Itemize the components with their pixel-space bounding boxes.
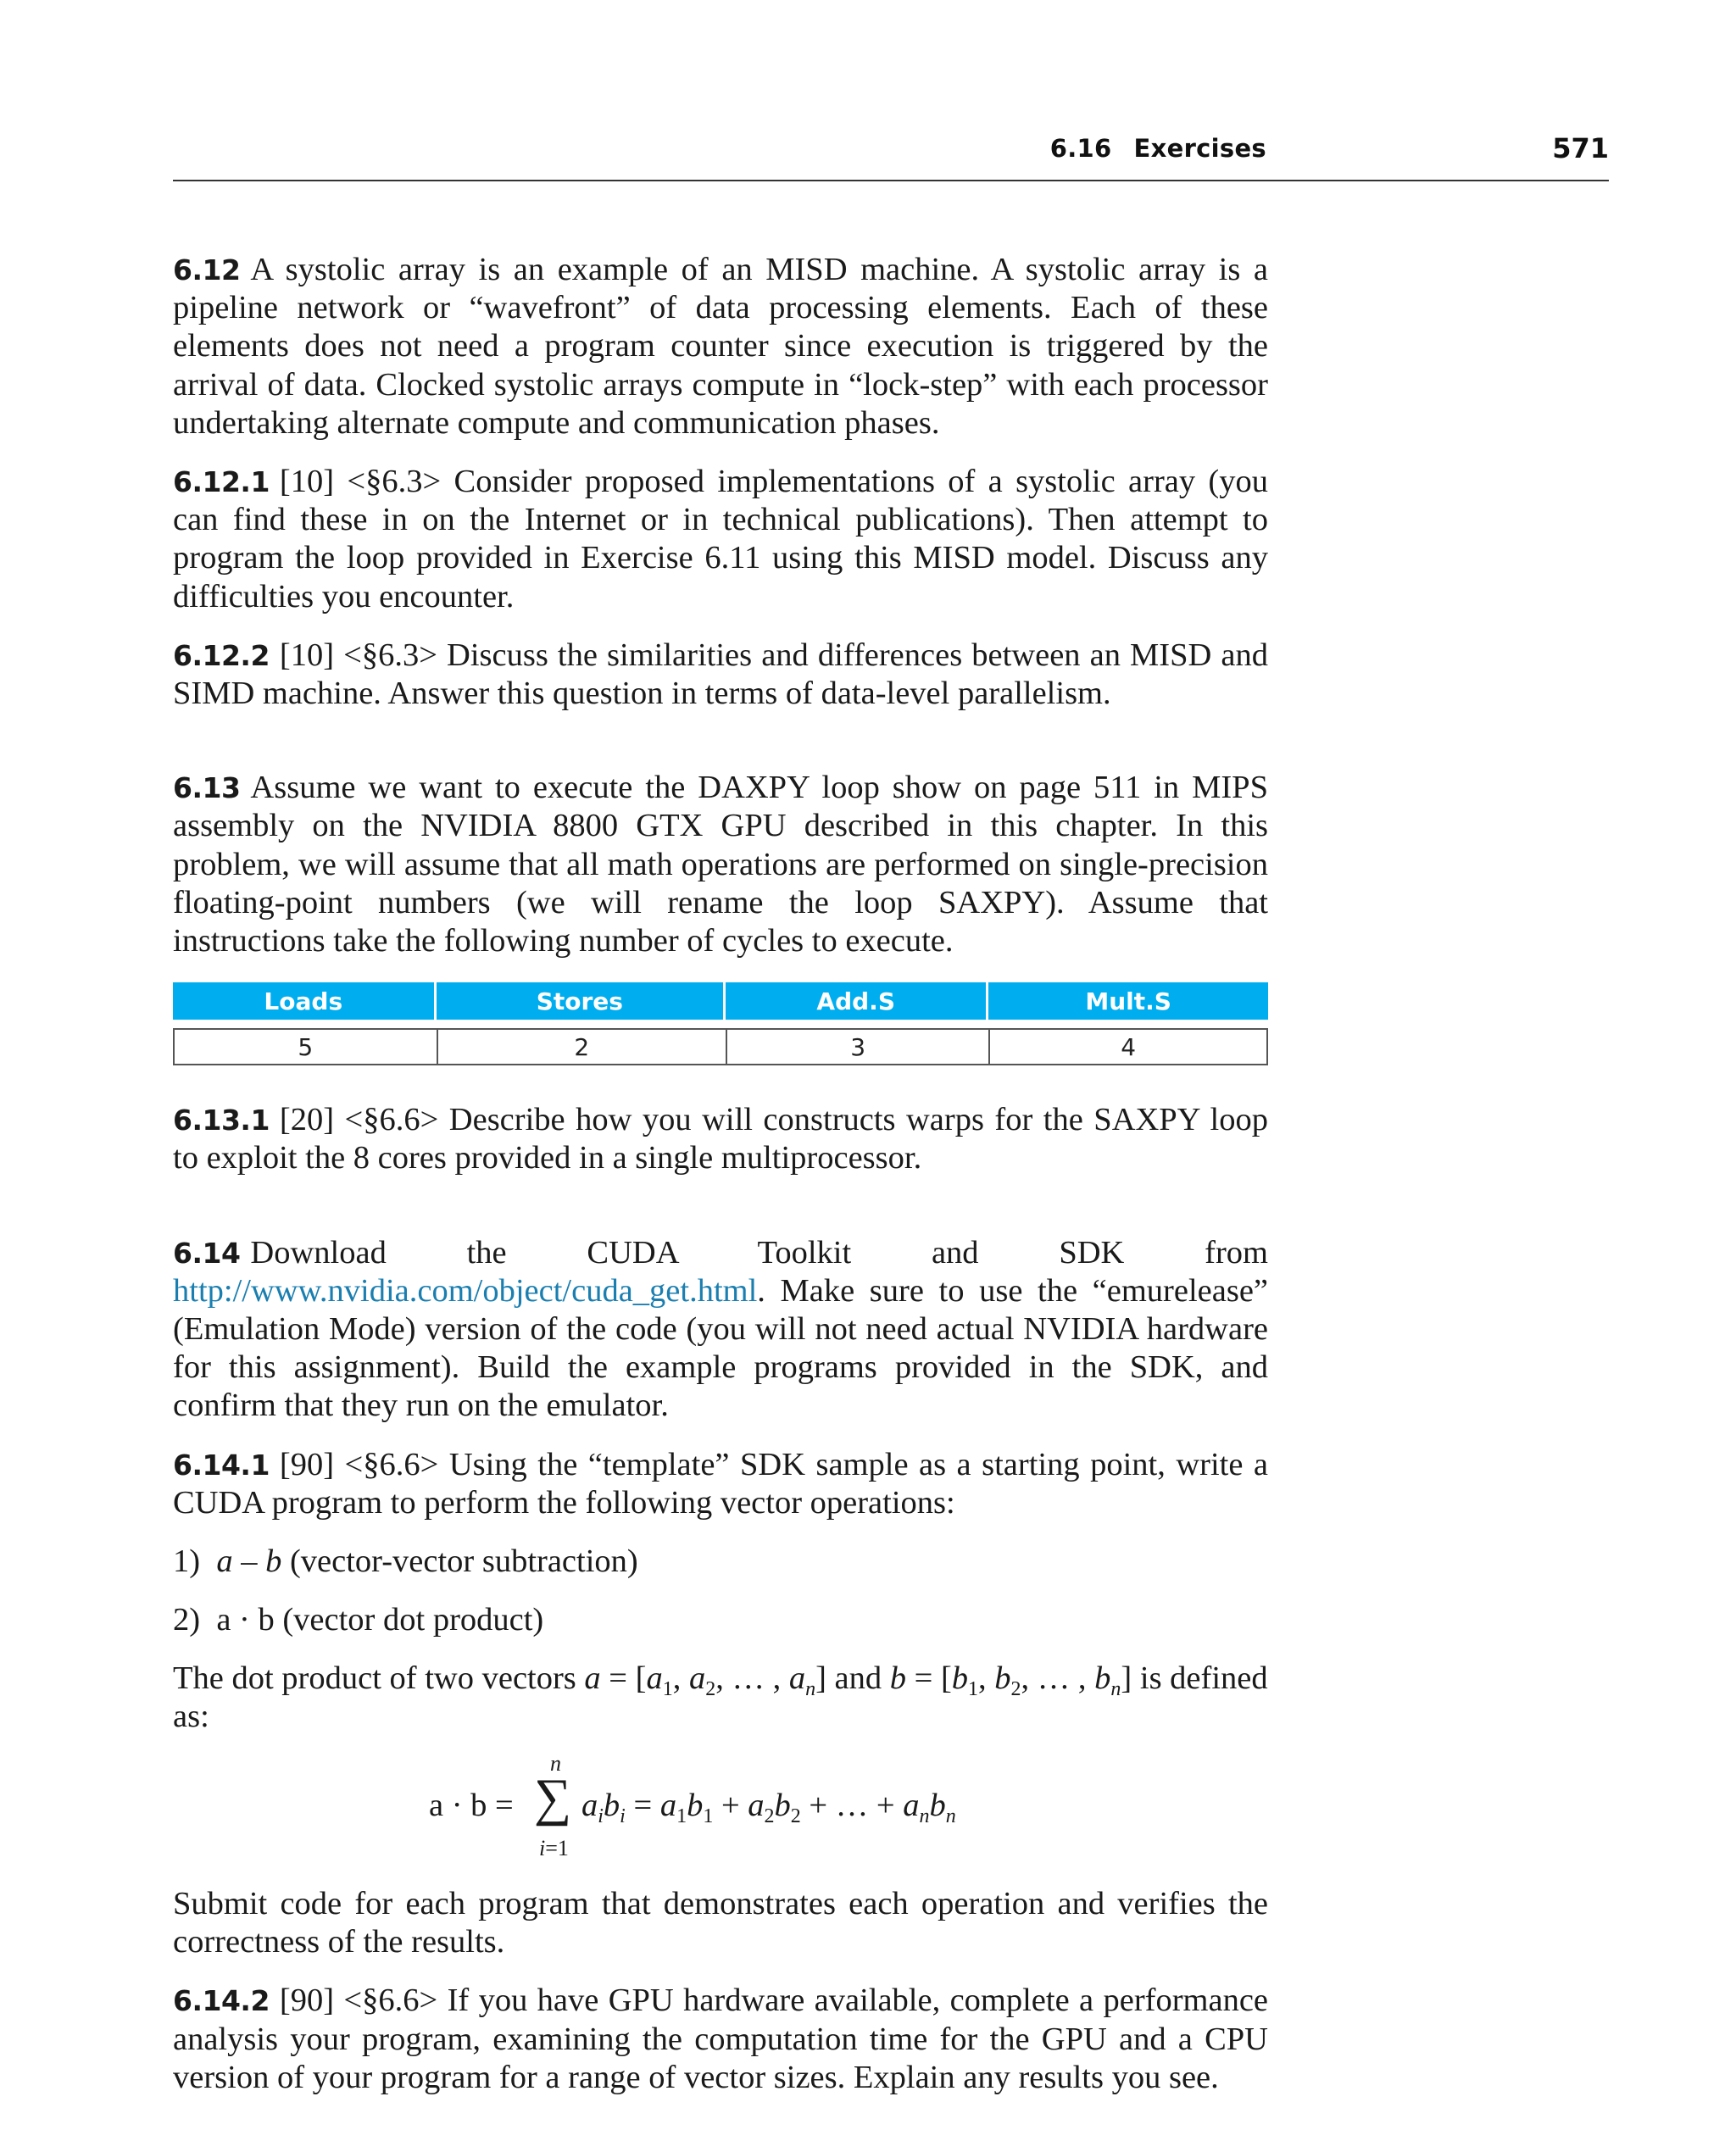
exercise-6-12-1 [173, 463, 1268, 616]
exercise-6-14-2 [173, 1982, 1268, 2097]
exercise-number: 6.14.2 [173, 1984, 270, 2018]
exercise-number: 6.12 [173, 253, 241, 286]
list-text: (vector-vector subtraction) [289, 1543, 638, 1580]
exercise-text-continued: . Make sure to use the “emurelease” (Emulation Mode) version of the code (you will not need actual NVIDIA hardware for this assignment). Build the example programs provided in the SDK, and confirm that they run on the emulator. [173, 1272, 1268, 1424]
table-row [173, 1028, 1268, 1065]
section-number: 6.16 [1049, 134, 1112, 163]
list-marker: 1) [173, 1543, 201, 1580]
section-title: Exercises [1133, 134, 1266, 163]
exercise-column [173, 251, 1268, 2097]
dot-product-definition: The dot product of two vectors $a = [a_1$, $a_2$, … , $a_n$] and $b = [b_1$, $b_2$, … , $b_n$] is defined as: [173, 1660, 1268, 1735]
section-heading [1050, 134, 1266, 163]
header-mult-s: Mult.S [988, 982, 1268, 1020]
exercise-text: Download the CUDA Toolkit and SDK from [250, 1234, 1268, 1271]
exercise-number: 6.14.1 [173, 1448, 270, 1482]
page-number: 571 [1552, 132, 1609, 164]
exercise-text: [90] <§6.6> If you have GPU hardware available, complete a performance analysis your program, examining the computation time for the GPU and a CPU version of your program for a range of vector sizes. Explain any results you see. [173, 1983, 1268, 2095]
exercise-number: 6.12.2 [173, 638, 270, 672]
running-header [173, 131, 1609, 181]
exercise-number: 6.14 [173, 1236, 241, 1270]
list-text: a · b (vector dot product) [216, 1602, 544, 1638]
exercise-number: 6.12.1 [173, 465, 270, 499]
cell-add-s: 3 [726, 1028, 988, 1065]
list-item [173, 1601, 1268, 1639]
header-add-s: Add.S [726, 982, 988, 1020]
exercise-text: [20] <§6.6> Describe how you will constructs warps for the SAXPY loop to exploit the 8 cores provided in a single multiprocessor. [173, 1102, 1268, 1176]
exercise-text: [10] <§6.3> Discuss the similarities and differences between an MISD and SIMD machine. Answer this question in terms of data-level parallelism. [173, 637, 1268, 712]
exercise-6-12-2 [173, 637, 1268, 713]
formula-lhs: a · b = [429, 1788, 514, 1824]
submit-instructions: Submit code for each program that demonstrates each operation and verifies the correctness of the results. [173, 1886, 1268, 1960]
header-stores: Stores [437, 982, 726, 1020]
exercise-text: A systolic array is an example of an MISD machine. A systolic array is a pipeline network or “wavefront” of data processing elements. Each of these elements does not need a program counter since execution is triggered by the arrival of data. Clocked systolic arrays compute in “lock-step” with each processor undertaking alternate compute and communication phases. [173, 252, 1268, 441]
dot-product-formula [173, 1749, 1268, 1861]
definition-end: is defined as: [173, 1660, 1268, 1735]
sum-lower-limit: i=1 [539, 1836, 569, 1861]
cell-loads: 5 [173, 1028, 437, 1065]
sum-upper-limit: n [550, 1751, 561, 1777]
table-header-row [173, 982, 1268, 1020]
exercise-number: 6.13.1 [173, 1104, 270, 1137]
exercise-text: [10] <§6.3> Consider proposed implementations of a systolic array (you can find these in on the Internet or in technical publications). Then attempt to program the loop provided in Exercise 6.11 using this MISD model. Discuss any difficulties you encounter. [173, 464, 1268, 614]
exercise-text: [90] <§6.6> Using the “template” SDK sample as a starting point, write a CUDA program to perform the following vector operations: [173, 1446, 1268, 1521]
definition-text: The dot product of two vectors [173, 1660, 576, 1697]
math-expression: a [216, 1543, 233, 1580]
header-rule [173, 180, 1609, 181]
exercise-6-14 [173, 1234, 1268, 1426]
exercise-6-13 [173, 769, 1268, 960]
cell-stores: 2 [437, 1028, 726, 1065]
summation-symbol: ∑ [534, 1769, 572, 1827]
exercise-number: 6.13 [173, 771, 241, 805]
cell-mult-s: 4 [988, 1028, 1268, 1065]
instruction-cycles-table [173, 982, 1268, 1065]
exercise-6-12 [173, 251, 1268, 442]
definition-conjunction: and [834, 1660, 882, 1697]
exercise-text: Assume we want to execute the DAXPY loop show on page 511 in MIPS assembly on the NVIDIA 8800 GTX GPU described in this chapter. In this problem, we will assume that all math operations are performed on single-precision floating-point numbers (we will rename the loop SAXPY). Assume that instructions take the following number of cycles to execute. [173, 770, 1268, 959]
exercise-6-14-1 [173, 1446, 1268, 1522]
list-marker: 2) [173, 1602, 201, 1638]
cuda-download-link[interactable]: http://www.nvidia.com/object/cuda_get.html [173, 1272, 758, 1309]
header-loads: Loads [173, 982, 437, 1020]
list-item: 1) a – b (vector-vector subtraction) [173, 1543, 638, 1580]
formula-rhs: $a_ib_i = a_1b_1 + a_2b_2$ + … + $a_nb_n$ [581, 1788, 956, 1828]
exercise-6-13-1 [173, 1101, 1268, 1177]
